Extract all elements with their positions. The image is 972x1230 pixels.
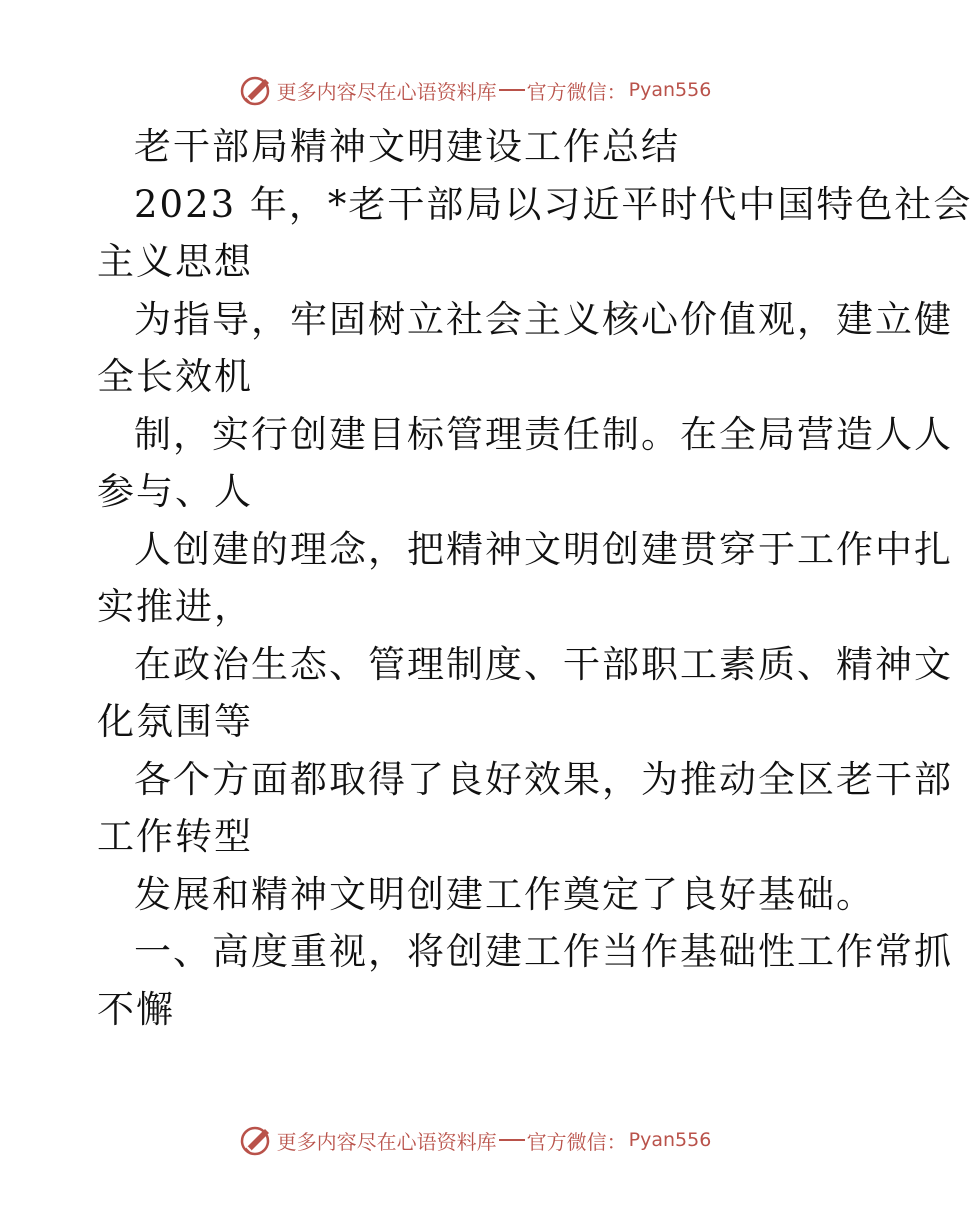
text-line: 主义思想 <box>97 240 253 283</box>
text-line: 为指导，牢固树立社会主义核心价值观，建立健 <box>134 297 953 341</box>
pen-logo-icon <box>239 1123 273 1157</box>
watermark-dash <box>499 89 525 91</box>
text-line: 不懈 <box>97 987 175 1031</box>
text-line: 化氛围等 <box>97 700 253 743</box>
text-line: 发展和精神文明创建工作奠定了良好基础。 <box>134 872 875 916</box>
watermark-footer <box>0 1122 950 1158</box>
watermark-header <box>0 72 950 108</box>
pen-logo-icon <box>239 73 273 107</box>
text-line: 在政治生态、管理制度、干部职工素质、精神文 <box>134 642 953 686</box>
text-line: 各个方面都取得了良好效果，为推动全区老干部 <box>134 757 953 801</box>
document-body <box>97 118 972 1038</box>
watermark-text: 更多内容尽在心语资料库 <box>276 79 497 104</box>
text-line: 参与、人 <box>97 470 253 513</box>
section-heading: 一、高度重视，将创建工作当作基础性工作常抓 <box>134 930 953 973</box>
watermark-wechat-id: Pyan556 <box>628 79 712 101</box>
watermark-label: 官方微信： <box>526 79 627 104</box>
text-line: 制，实行创建目标管理责任制。在全局营造人人 <box>134 412 953 456</box>
watermark-dash <box>499 1139 525 1141</box>
text-line: 全长效机 <box>97 355 253 398</box>
text-line: 实推进， <box>97 585 253 628</box>
watermark-wechat-id: Pyan556 <box>628 1129 712 1151</box>
document-title: 老干部局精神文明建设工作总结 <box>134 125 680 168</box>
text-line: 工作转型 <box>97 815 253 858</box>
text-line: 2023 年，*老干部局以习近平时代中国特色社会 <box>134 182 972 226</box>
watermark-text: 更多内容尽在心语资料库 <box>276 1129 497 1154</box>
text-line: 人创建的理念，把精神文明创建贯穿于工作中扎 <box>134 527 953 571</box>
watermark-label: 官方微信： <box>526 1129 627 1154</box>
